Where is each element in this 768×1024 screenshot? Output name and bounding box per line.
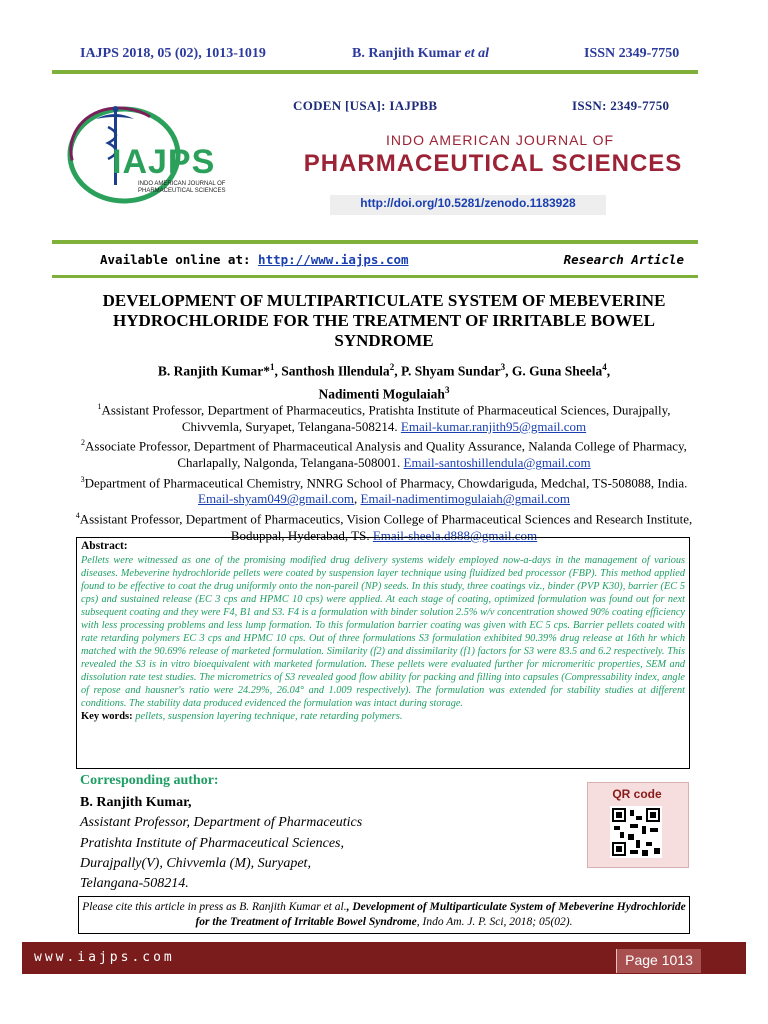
running-header — [0, 44, 768, 66]
author-separator: , — [606, 363, 611, 379]
affiliation: $^3$Department of Pharmaceutical Chemistry, NNRG School of Pharmacy, Chowdariguda, Medchal, TS-508088, India. Email-shyam049@gmail.com, Email-nadimentimogulaiah@gmail.com — [80, 474, 688, 507]
doi-link[interactable]: http://doi.org/10.5281/zenodo.1183928 — [360, 196, 576, 210]
author-separator: , — [505, 363, 512, 379]
citation-title: , Development of Multiparticulate System of Mebeverine Hydrochloride for the Treatment of Irritable Bowel Syndrome — [195, 901, 686, 928]
author-affiliation-number: 1 — [270, 362, 275, 372]
affiliation-text: Assistant Professor, Department of Pharmaceutics, Vision College of Pharmaceutical Sciences and Research Institute, Boduppal, Hyderabad, TS. — [79, 511, 693, 543]
author-name: B. Ranjith Kumar* — [157, 363, 270, 379]
citation-prefix: Please cite this article in press as B. Ranjith Kumar et al. — [82, 901, 347, 913]
abstract-box — [76, 537, 690, 769]
availability-divider — [52, 275, 698, 278]
logo-subtitle: INDO AMERICAN JOURNAL OF PHARMACEUTICAL SCIENCES — [138, 181, 226, 194]
page-number: Page 1013 — [616, 949, 701, 973]
masthead-issn: ISSN: 2349-7750 — [572, 98, 670, 113]
affiliation-number: 1 — [97, 402, 102, 411]
coden: CODEN [USA]: IAJPBB — [293, 98, 438, 113]
header-author: B. Ranjith Kumar et al — [352, 46, 490, 61]
affiliation-number: 2 — [81, 438, 86, 448]
availability-label: Available online at: — [100, 252, 251, 267]
keywords-label: Key words: — [81, 711, 133, 722]
article-type: Research Article — [563, 252, 684, 267]
email-link[interactable]: Email-santoshillendula@gmail.com — [403, 455, 591, 471]
corresponding-line: Durajpally(V), Chivvemla (M), Suryapet, — [80, 856, 311, 871]
affiliation-text: Department of Pharmaceutical Chemistry, NNRG School of Pharmacy, Chowdariguda, Medchal, TS-508088, India. — [84, 474, 688, 490]
corresponding-line: Assistant Professor, Department of Pharmaceutics — [80, 815, 363, 830]
journal-name-line2: PHARMACEUTICAL SCIENCES — [303, 150, 683, 177]
keywords — [81, 711, 685, 722]
affiliation — [70, 399, 698, 435]
author-list — [84, 358, 684, 403]
affiliations — [70, 399, 698, 544]
paper-title: DEVELOPMENT OF MULTIPARTICULATE SYSTEM OF MEBEVERINE HYDROCHLORIDE FOR THE TREATMENT OF IRRITABLE BOWEL SYNDROME — [102, 291, 666, 350]
author-affiliation-number: 3 — [444, 384, 450, 395]
journal-logo — [62, 97, 242, 217]
corresponding-line: Telangana-508214. — [80, 876, 189, 891]
author-name: G. Guna Sheela — [511, 363, 603, 379]
logo-text: IAJPS — [112, 143, 216, 181]
qr-code-icon — [610, 806, 662, 858]
author-separator: , — [394, 363, 401, 379]
affiliation — [70, 435, 698, 471]
author-affiliation-number: 3 — [500, 362, 506, 372]
author-name: Nadimenti Mogulaiah — [318, 386, 445, 401]
affiliation-text: Associate Professor, Department of Pharmaceutical Analysis and Quality Assurance, Nalanda College of Pharmacy, Charlapally, Nalgonda, Telangana-508001. — [85, 438, 687, 471]
author-separator: , — [274, 363, 282, 379]
header-issn: ISSN 2349-7750 — [584, 46, 680, 61]
corresponding-heading: Corresponding author: — [80, 773, 219, 788]
email-link[interactable]: Email-sheela.d888@gmail.com — [372, 527, 538, 543]
author-name: P. Shyam Sundar — [400, 363, 501, 379]
email-link[interactable]: Email-nadimentimogulaiah@gmail.com — [360, 491, 570, 507]
journal-name-line1: INDO AMERICAN JOURNAL OF — [385, 132, 615, 148]
keywords-text: pellets, suspension layering technique, rate retarding polymers. — [135, 711, 403, 722]
affiliation-number: 4 — [75, 510, 80, 520]
masthead-divider — [52, 240, 698, 244]
author-affiliation-number: 4 — [602, 362, 607, 372]
availability — [100, 252, 409, 267]
header-citation: IAJPS 2018, 05 (02), 1013-1019 — [80, 46, 266, 61]
abstract-heading: Abstract: — [81, 540, 128, 552]
footer-url[interactable]: www.iajps.com — [34, 950, 175, 965]
email-link[interactable]: Email-kumar.ranjith95@gmail.com — [400, 418, 587, 434]
journal-url-link[interactable]: http://www.iajps.com — [258, 252, 409, 267]
header-divider — [52, 70, 698, 74]
citation-box — [78, 896, 690, 934]
abstract-text: Pellets were witnessed as one of the promising modified drug delivery systems widely employed now-a-days in the management of various diseases. Mebeverine hydrochloride pellets were coated by suspension layer technique using fluidized bed processor (FBP). This method applied found to be effective to coat the drug uniformly onto the non-pareil (NP) seeds. In this study, three coatings viz., binder (PVP K30), barrier (EC 5 cps) and sustained release (EC 3 cps and HPMC 10 cps) were applied. At each stage of coating, optimized formulation was found out for next subsequent coating and they were F4, B1 and S3. F4 is a formulation with binder solution 2.5% w/v concentration showed 90% coating efficiency with less processing problems and less lump formation. To this formulation barrier coating was given with EC 5 cps. Barrier pellets coated with rate retarding polymers EC 3 cps and HPMC 10 cps. Out of three formulations S3 formulation exhibited 90.39% drug release at 16th hr which matched with the 90.69% release of marketed formulation. Similarity (f2) and dissimilarity (f1) factors for S3 were 83.5 and 6.2 respectively. This revealed the S3 is in vitro bioequivalent with marketed formulation. These pellets were evaluated further for micromeritic properties, SEM and dissolution rate test studies. The micrometrics of S3 revealed good flow ability for packing and filling into capsules (Compressability index, angle of repose and hausner's ratio were 24.29%, 26.04° and 1.009 respectively). The formulation was extended for stability studies at different conditions. The stability data produced evidenced the formulation was intact during storage. — [81, 555, 685, 709]
affiliation-text: Assistant Professor, Department of Pharmaceutics, Pratishta Institute of Pharmaceutical Sciences, Durajpally, Chivvemla, Suryapet, Telangana-508214. — [101, 402, 671, 434]
author-name: Santhosh Illendula — [281, 363, 390, 379]
author-affiliation-number: 2 — [389, 362, 395, 372]
citation-suffix: , Indo Am. J. P. Sci, 2018; 05(02). — [416, 916, 573, 928]
corresponding-name: B. Ranjith Kumar, — [80, 795, 192, 810]
corresponding-line: Pratishta Institute of Pharmaceutical Sciences, — [80, 836, 345, 851]
email-link[interactable]: Email-shyam049@gmail.com — [198, 491, 355, 507]
affiliation-number: 3 — [80, 474, 85, 484]
qr-label: QR code — [612, 787, 662, 801]
